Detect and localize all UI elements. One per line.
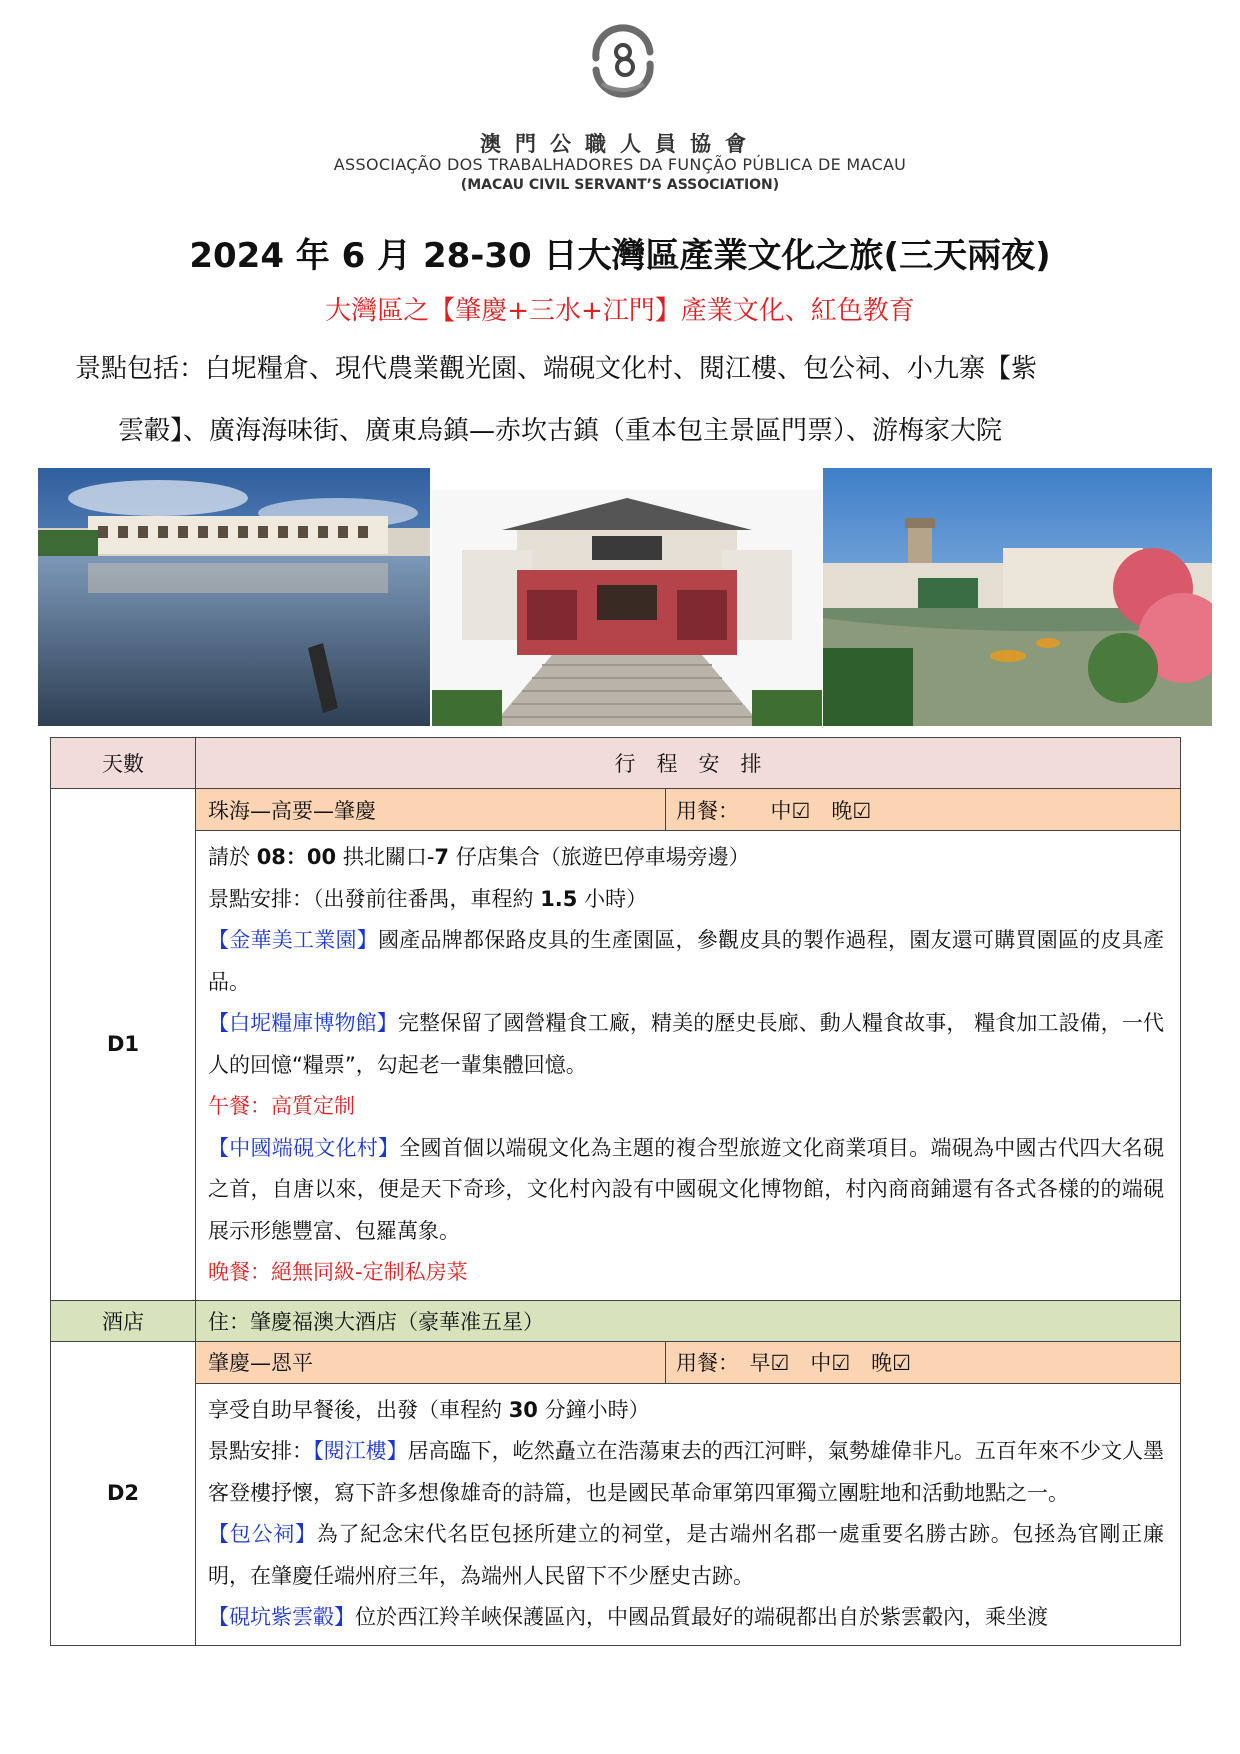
org-name-english: (MACAU CIVIL SERVANT’S ASSOCIATION) <box>460 177 780 193</box>
d1-spot-3: 【中國端硯文化村】全國首個以端硯文化為主題的複合型旅遊文化商業項目。端硯為中國古代四大名硯之首，自唐以來，便是天下奇珍，文化村內設有中國硯文化博物館，村內商商鋪還有各式各樣的的端硯展示形態豐富、包羅萬象。 <box>208 1135 1164 1243</box>
hotel-label: 酒店 <box>51 1300 196 1341</box>
d1-dinner: 晚餐：絕無同級-定制私房菜 <box>208 1260 468 1284</box>
header-schedule: 行 程 安 排 <box>196 738 1181 789</box>
day-label-d1: D1 <box>51 789 196 1301</box>
attractions-line-2: 雲轂】、廣海海味街、廣東烏鎮—赤坎古鎮（重本包主景區門票）、游梅家大院 <box>118 416 1003 446</box>
d1-schedule-note: 景點安排：（出發前往番禺，車程約 1.5 小時） <box>208 886 648 911</box>
page-title: 2024 年 6 月 28-30 日大灣區產業文化之旅(三天兩夜) <box>189 236 1051 276</box>
page-subtitle: 大灣區之【肇慶+三水+江門】產業文化、紅色教育 <box>325 296 915 326</box>
canal-town-photo <box>823 468 1212 726</box>
d2-meals: 用餐： 早☑ 中☑ 晚☑ <box>666 1341 1181 1383</box>
yuejiang-tower-photo <box>432 490 822 726</box>
org-name-chinese: 澳門公職人員協會 <box>480 131 760 156</box>
d2-details <box>196 1383 1181 1645</box>
d2-spot-3: 【硯坑紫雲轂】位於西江羚羊峽保護區內，中國品質最好的端硯都出自於紫雲轂內，乘坐渡 <box>208 1605 1048 1629</box>
d2-spot-1: 景點安排：【閱江樓】居高臨下，屹然矗立在浩蕩東去的西江河畔，氣勢雄偉非凡。五百年來不少文人墨客登樓抒懷，寫下許多想像雄奇的詩篇，也是國民革命軍第四軍獨立團駐地和活動地點之一。 <box>208 1439 1165 1505</box>
attractions-line-1: 景點包括：白坭糧倉、現代農業觀光園、端硯文化村、閱江樓、包公祠、小九寨【紫 <box>75 354 1038 384</box>
header-day: 天數 <box>51 738 196 789</box>
d1-route-row <box>51 789 1181 831</box>
org-name-portuguese: ASSOCIAÇÃO DOS TRABALHADORES DA FUNÇÃO PÚBLICA DE MACAU <box>333 155 907 174</box>
attractions-summary <box>75 338 1165 462</box>
d1-meals: 用餐： 中☑ 晚☑ <box>666 789 1181 831</box>
association-logo <box>588 22 658 98</box>
waterfront-town-photo <box>38 468 430 726</box>
hotel-row <box>51 1300 1181 1341</box>
d2-detail-row <box>51 1383 1181 1645</box>
table-header-row <box>51 738 1181 789</box>
d1-detail-row <box>51 831 1181 1301</box>
d1-route: 珠海—高要—肇慶 <box>196 789 666 831</box>
d2-spot-2: 【包公祠】為了紀念宋代名臣包拯所建立的祠堂，是古端州名郡一處重要名勝古跡。包拯為官剛正廉明，在肇慶任端州府三年，為端州人民留下不少歷史古跡。 <box>208 1522 1165 1588</box>
d1-details <box>196 831 1181 1301</box>
d2-route-row <box>51 1341 1181 1383</box>
d1-meeting: 請於 08：00 拱北關口-7 仔店集合（旅遊巴停車場旁邊） <box>208 845 750 869</box>
itinerary-table <box>50 737 1181 1646</box>
day-label-d2: D2 <box>51 1341 196 1645</box>
hotel-name: 住：肇慶福澳大酒店（豪華准五星） <box>196 1300 1181 1341</box>
d1-lunch: 午餐：高質定制 <box>208 1094 355 1118</box>
d2-route: 肇慶—恩平 <box>196 1341 666 1383</box>
d1-spot-2: 【白坭糧庫博物館】完整保留了國營糧食工廠，精美的歷史長廊、動人糧食故事， 糧食加工設備，一代人的回憶“糧票”，勾起老一輩集體回憶。 <box>208 1011 1164 1077</box>
d2-departure: 享受自助早餐後，出發（車程約 30 分鐘小時） <box>208 1397 650 1422</box>
d1-spot-1: 【金華美工業園】國產品牌都保路皮具的生產園區，參觀皮具的製作過程，園友還可購買園區的皮具產品。 <box>208 928 1164 994</box>
